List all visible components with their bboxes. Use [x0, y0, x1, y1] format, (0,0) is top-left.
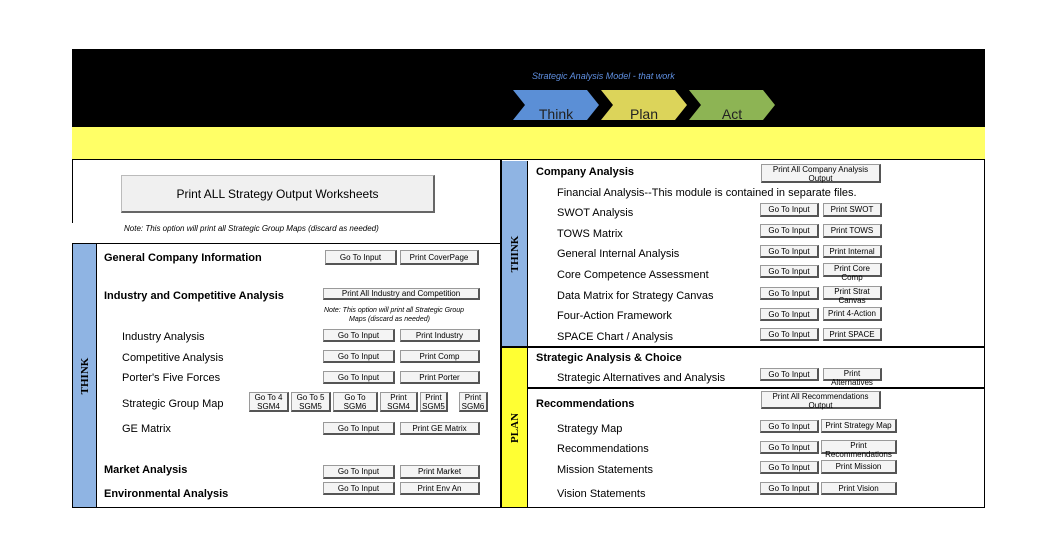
industry-note-line1: Note: This option will print all Strategic Group — [324, 307, 465, 314]
financial-analysis-note: Financial Analysis--This module is contained in separate files. — [557, 187, 857, 199]
competitive-analysis-label: Competitive Analysis — [122, 352, 224, 364]
stage-think-label: Think — [538, 106, 574, 122]
print-alternatives-button[interactable]: Print Alternatives — [823, 368, 882, 381]
core-goto-button[interactable]: Go To Input — [760, 265, 819, 278]
left-think-band — [73, 244, 97, 507]
data-matrix-label: Data Matrix for Strategy Canvas — [557, 290, 714, 302]
print-4-action-button[interactable]: Print 4-Action — [823, 307, 882, 321]
stage-act-label: Act — [721, 106, 743, 122]
strategic-rec-divider — [528, 387, 985, 389]
print-vision-button[interactable]: Print Vision — [821, 482, 897, 495]
company-analysis-title: Company Analysis — [536, 166, 635, 178]
print-swot-button[interactable]: Print SWOT — [823, 203, 882, 217]
right-think-label: THINK — [508, 235, 521, 272]
print-strat-canvas-button[interactable]: Print Strat Canvas — [823, 286, 882, 300]
print-market-button[interactable]: Print Market — [400, 465, 480, 479]
print-core-comp-button[interactable]: Print Core Comp — [823, 263, 882, 277]
environment-goto-button[interactable]: Go To Input — [323, 482, 395, 495]
left-think-top — [72, 243, 501, 244]
recommendations-label: Recommendations — [557, 443, 649, 455]
tows-matrix-label: TOWS Matrix — [557, 228, 623, 240]
strategy-map-goto-button[interactable]: Go To Input — [760, 420, 819, 433]
print-coverpage-button[interactable]: Print CoverPage — [400, 250, 479, 265]
four-action-label: Four-Action Framework — [557, 310, 672, 322]
core-competence-label: Core Competence Assessment — [557, 269, 709, 281]
recommendations-goto-button[interactable]: Go To Input — [760, 441, 819, 454]
print-internal-button[interactable]: Print Internal — [823, 245, 882, 258]
think-plan-divider — [502, 346, 985, 348]
industry-analysis-label: Industry Analysis — [122, 331, 205, 343]
swot-analysis-label: SWOT Analysis — [557, 207, 634, 219]
print-space-button[interactable]: Print SPACE — [823, 328, 882, 341]
alternatives-goto-button[interactable]: Go To Input — [760, 368, 819, 381]
space-goto-button[interactable]: Go To Input — [760, 328, 819, 341]
recommendations-title: Recommendations — [536, 398, 635, 410]
goto-sgm5-button[interactable]: Go To 5 SGM5 — [291, 392, 331, 412]
mission-goto-button[interactable]: Go To Input — [760, 461, 819, 474]
competitive-goto-button[interactable]: Go To Input — [323, 350, 395, 363]
left-think-label: THINK — [78, 357, 91, 394]
general-company-title: General Company Information — [104, 252, 262, 264]
print-sgm5-button[interactable]: Print SGM5 — [420, 392, 448, 412]
right-plan-band — [502, 348, 528, 507]
market-goto-button[interactable]: Go To Input — [323, 465, 395, 479]
stage-think-chevron — [513, 90, 599, 120]
general-internal-label: General Internal Analysis — [557, 248, 680, 260]
strategic-alternatives-label: Strategic Alternatives and Analysis — [557, 372, 726, 384]
environmental-analysis-title: Environmental Analysis — [104, 488, 229, 500]
print-industry-button[interactable]: Print Industry — [400, 329, 480, 342]
vision-goto-button[interactable]: Go To Input — [760, 482, 819, 495]
right-think-band — [502, 161, 528, 346]
internal-goto-button[interactable]: Go To Input — [760, 245, 819, 258]
print-porter-button[interactable]: Print Porter — [400, 371, 480, 384]
stage-act-chevron — [689, 90, 775, 120]
porter-goto-button[interactable]: Go To Input — [323, 371, 395, 384]
general-goto-button[interactable]: Go To Input — [325, 250, 397, 265]
print-all-worksheets-button[interactable]: Print ALL Strategy Output Worksheets — [121, 175, 435, 213]
market-analysis-title: Market Analysis — [104, 464, 188, 476]
space-chart-label: SPACE Chart / Analysis — [557, 331, 673, 343]
vision-statements-label: Vision Statements — [557, 488, 646, 500]
print-all-company-button[interactable]: Print All Company Analysis Output — [761, 164, 881, 183]
print-tows-button[interactable]: Print TOWS — [823, 224, 882, 238]
print-all-recommendations-button[interactable]: Print All Recommendations Output — [761, 391, 881, 409]
print-ge-matrix-button[interactable]: Print GE Matrix — [400, 422, 480, 435]
stage-plan-chevron — [601, 90, 687, 120]
print-comp-button[interactable]: Print Comp — [400, 350, 480, 363]
mission-statements-label: Mission Statements — [557, 464, 653, 476]
strategy-map-label: Strategy Map — [557, 423, 623, 435]
industry-note-line2: Maps (discard as needed) — [349, 316, 430, 323]
stage-plan-label: Plan — [629, 106, 659, 122]
goto-sgm4-button[interactable]: Go To 4 SGM4 — [249, 392, 289, 412]
four-action-goto-button[interactable]: Go To Input — [760, 308, 819, 321]
strategic-analysis-title: Strategic Analysis & Choice — [536, 352, 682, 364]
frame-left-top — [72, 160, 73, 223]
frame-right — [984, 160, 985, 508]
print-env-an-button[interactable]: Print Env An — [400, 482, 480, 495]
goto-sgm6-button[interactable]: Go To SGM6 — [333, 392, 378, 412]
print-strategy-map-button[interactable]: Print Strategy Map — [821, 419, 897, 433]
industry-competitive-title: Industry and Competitive Analysis — [104, 290, 284, 302]
print-sgm6-button[interactable]: Print SGM6 — [459, 392, 488, 412]
ge-matrix-label: GE Matrix — [122, 423, 171, 435]
industry-goto-button[interactable]: Go To Input — [323, 329, 395, 342]
swot-goto-button[interactable]: Go To Input — [760, 203, 819, 217]
print-all-note: Note: This option will print all Strategic Group Maps (discard as needed) — [124, 224, 379, 233]
right-plan-label: PLAN — [508, 412, 521, 443]
strategic-group-map-label: Strategic Group Map — [122, 398, 224, 410]
banner-title: Strategic Analysis Model - that work — [532, 71, 675, 81]
yellow-title-bar — [72, 126, 985, 160]
tows-goto-button[interactable]: Go To Input — [760, 224, 819, 238]
porters-five-forces-label: Porter's Five Forces — [122, 372, 221, 384]
frame-bottom — [72, 507, 985, 508]
print-sgm4-button[interactable]: Print SGM4 — [380, 392, 418, 412]
print-mission-button[interactable]: Print Mission — [821, 460, 897, 474]
print-recommendations-button[interactable]: Print Recommendations — [821, 440, 897, 454]
print-all-industry-button[interactable]: Print All Industry and Competition — [323, 288, 480, 300]
ge-goto-button[interactable]: Go To Input — [323, 422, 395, 435]
canvas-goto-button[interactable]: Go To Input — [760, 287, 819, 300]
